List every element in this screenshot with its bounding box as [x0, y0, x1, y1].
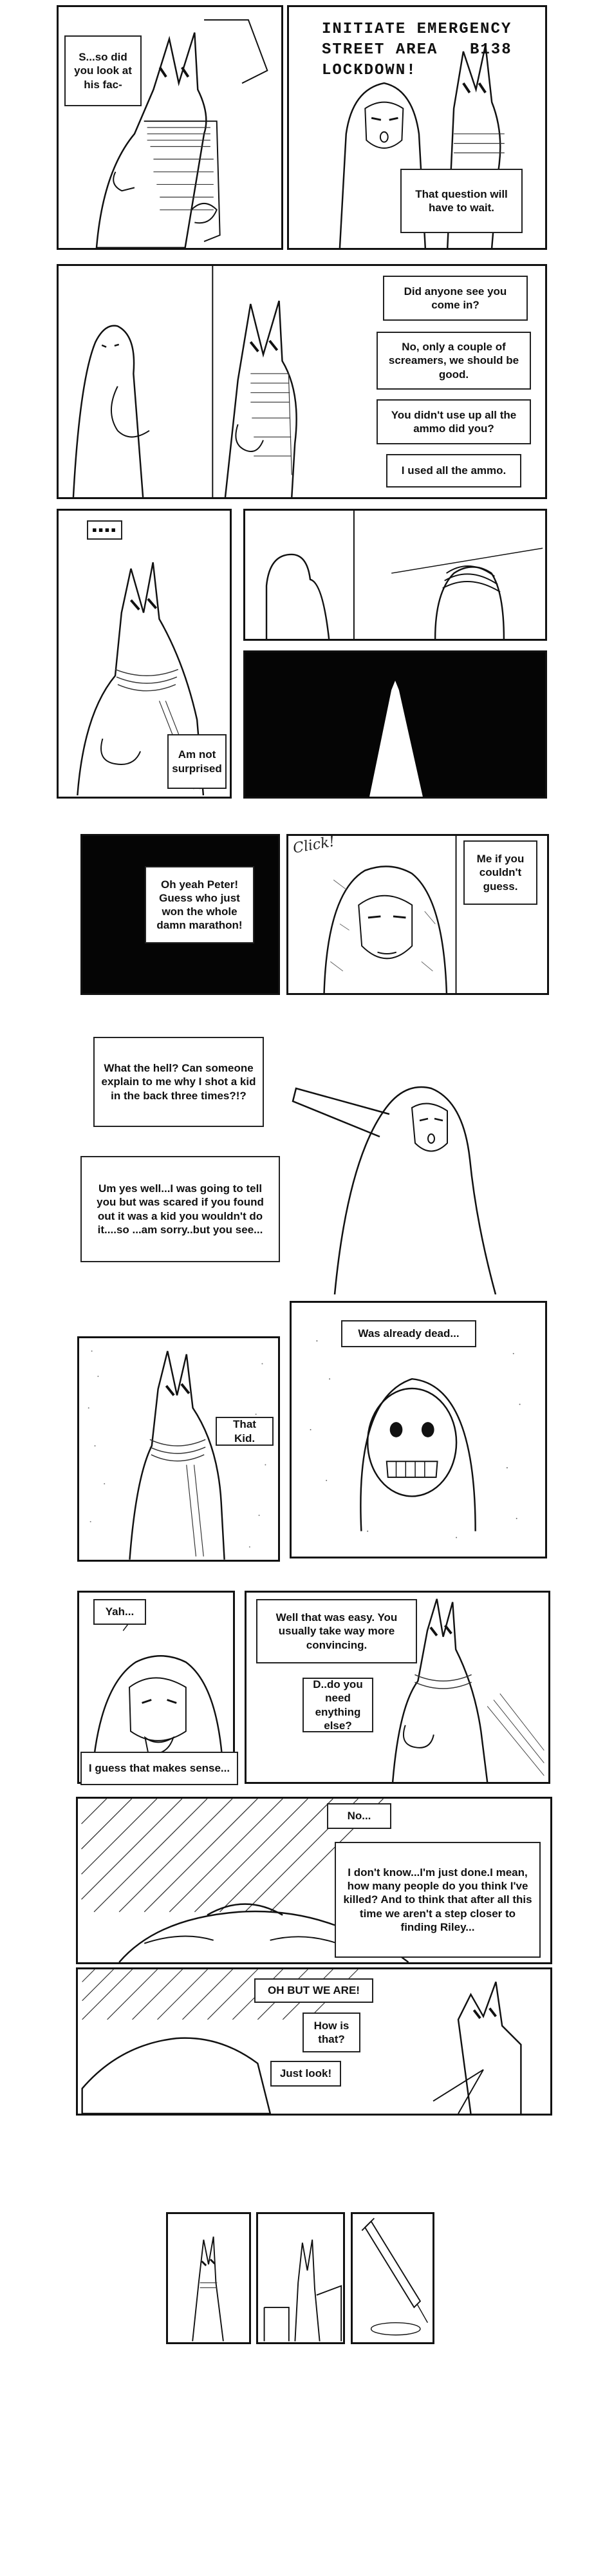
- panel-15-bubble-5: Just look!: [270, 2061, 341, 2087]
- panel-14-bubble-1: No...: [327, 1803, 391, 1829]
- panel-12-bubble-1: Yah...: [93, 1599, 146, 1625]
- panel-3-bubble-3: You didn't use up all the ammo did you?: [377, 399, 531, 444]
- panel-2-speech-bubble: That question will have to wait.: [400, 169, 523, 233]
- panel-1-speech-bubble: S...so did you look at his fac-: [64, 35, 142, 106]
- panel-15-bubble-4: How is that?: [302, 2012, 360, 2052]
- panel-4-ellipsis-bubble: ▪▪▪▪: [87, 520, 122, 540]
- panel-8-click-sfx: Click!: [292, 833, 337, 857]
- panel-5-art: [245, 511, 545, 639]
- panel-3-bubble-2: No, only a couple of screamers, we should be good.: [377, 332, 531, 390]
- panel-15-bubble-3: OH BUT WE ARE!: [254, 1978, 373, 2003]
- panel-16-art: [168, 2214, 249, 2342]
- panel-8-bubble: Me if you couldn't guess.: [463, 840, 537, 905]
- panel-14-bubble-2: I don't know...I'm just done.I mean, how many people do you think I've killed? And to think that after all this time we aren't a step closer to finding Riley...: [335, 1842, 541, 1958]
- panel-17-art: [258, 2214, 343, 2342]
- panel-9-bubble-2: Um yes well...I was going to tell you but was scared if you found out it was a kid you wouldn't do it....so ...am sorry..but you see...: [80, 1156, 280, 1262]
- panel-3-bubble-4: I used all the ammo.: [386, 454, 521, 488]
- panel-17-strip-desk: [256, 2212, 345, 2344]
- panel-18-art: [353, 2214, 433, 2342]
- panel-4-bubble: Am not surprised: [167, 734, 227, 789]
- panel-12-bubble-4: I guess that makes sense...: [80, 1752, 238, 1785]
- panel-13-bubble-3: D..do you need enything else?: [302, 1678, 373, 1732]
- panel-3-bubble-1: Did anyone see you come in?: [383, 276, 528, 321]
- panel-6-dark-silhouette: [243, 650, 547, 799]
- panel-11-bubble: Was already dead...: [341, 1320, 476, 1347]
- panel-7-bubble: Oh yeah Peter! Guess who just won the whole damn marathon!: [145, 866, 254, 943]
- panel-10-bubble: That Kid.: [216, 1417, 274, 1446]
- panel-9-bubble-1: What the hell? Can someone explain to me why I shot a kid in the back three times?!?: [93, 1037, 264, 1127]
- panel-2-caption-line-3: B138: [470, 41, 512, 59]
- panel-10-scarf-figure: [77, 1336, 280, 1562]
- panel-5-doorway: [243, 509, 547, 641]
- panel-10-art: [79, 1338, 278, 1560]
- panel-2-caption-line-4: LOCKDOWN!: [322, 62, 417, 79]
- panel-16-strip-figure-standing: [166, 2212, 251, 2344]
- panel-2-caption-line-1: INITIATE EMERGENCY: [322, 21, 512, 38]
- panel-13-bubble-2: Well that was easy. You usually take way more convincing.: [256, 1599, 417, 1663]
- panel-6-art: [245, 652, 545, 797]
- panel-2-caption-line-2: STREET AREA: [322, 41, 438, 59]
- panel-18-strip-syringe: [351, 2212, 434, 2344]
